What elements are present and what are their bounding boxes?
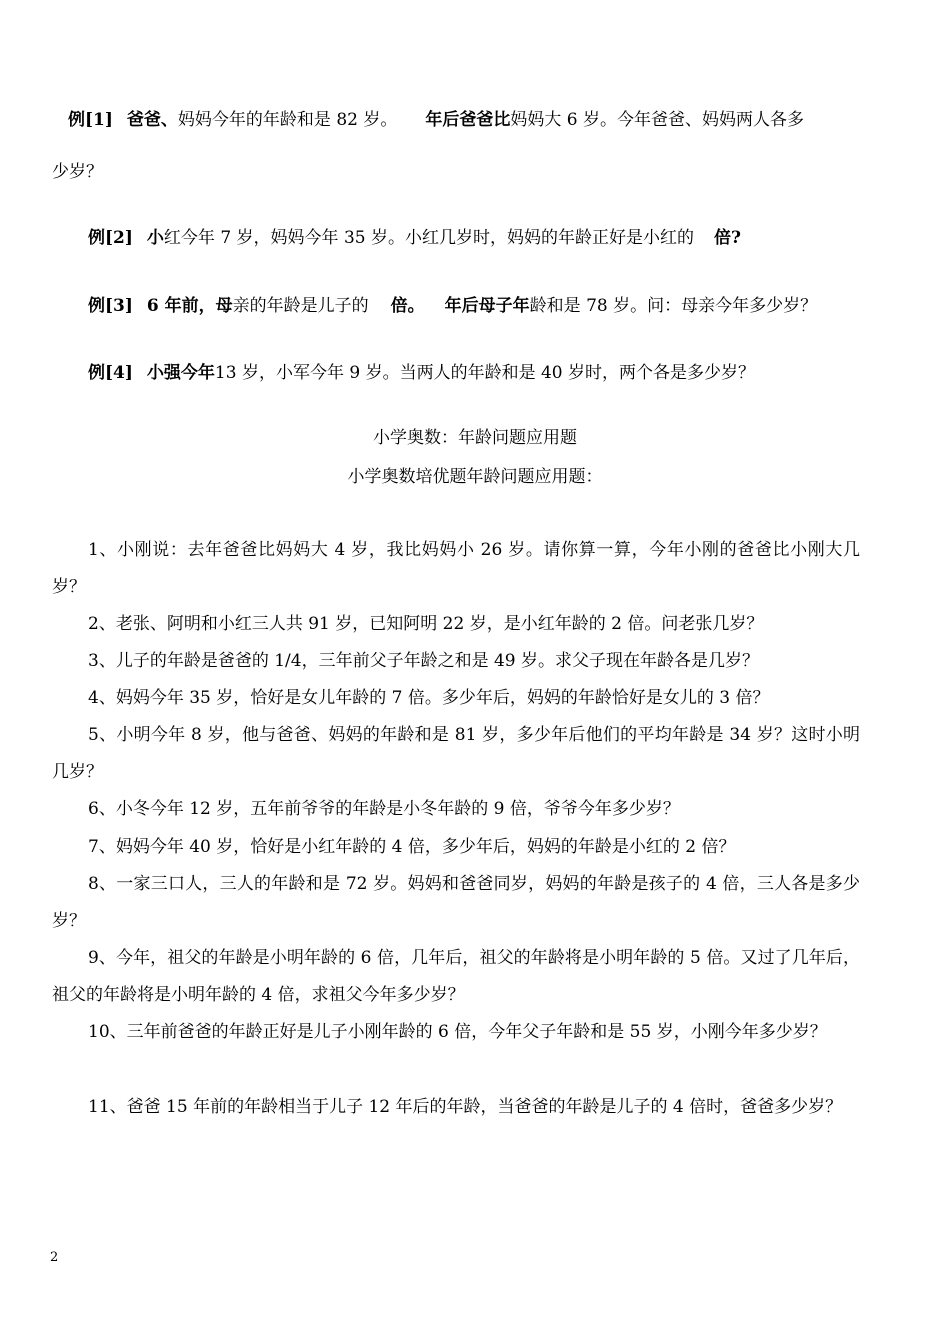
example-1-part-4: 妈妈大 6 岁。今年爸爸、妈妈两人各多 — [510, 110, 804, 130]
problem-11: 11、爸爸 15 年前的年龄相当于儿子 12 年后的年龄，当爸爸的年龄是儿子的 4 倍时，爸爸多少岁？ — [88, 1097, 843, 1117]
example-3-label: 例[3] — [88, 296, 133, 316]
example-2 — [88, 226, 741, 250]
problem-10: 10、三年前爸爸的年龄正好是儿子小刚年龄的 6 倍，今年父子年龄和是 55 岁，小刚今年多少岁？ — [88, 1022, 827, 1042]
page-number: 2 — [50, 1250, 59, 1265]
problem-8: 8、一家三口人，三人的年龄和是 72 岁。妈妈和爸爸同岁，妈妈的年龄是孩子的 4 倍，三人各是多少岁？ — [52, 874, 860, 931]
example-1-part-2: 妈妈今年的年龄和是 82 岁。 — [177, 110, 398, 130]
problem-3: 3、儿子的年龄是爸爸的 1/4，三年前父子年龄之和是 49 岁。求父子现在年龄各是几岁？ — [88, 651, 760, 671]
example-1-label: 例[1] — [68, 110, 113, 130]
example-1 — [68, 108, 804, 132]
example-3 — [88, 294, 817, 318]
example-4-part-1: 小强今年 — [146, 363, 215, 383]
example-2-part-3: 倍? — [713, 228, 741, 248]
example-2-part-2: 红今年 7 岁，妈妈今年 35 岁。小红几岁时，妈妈的年龄正好是小红的 — [163, 228, 694, 248]
example-1-continuation: 少岁？ — [52, 162, 103, 182]
example-2-label: 例[2] — [88, 228, 133, 248]
example-3-part-5: 龄和是 78 岁。问：母亲今年多少岁？ — [529, 296, 818, 316]
example-3-part-4: 年后母子年 — [444, 296, 530, 316]
example-2-part-1: 小 — [146, 228, 164, 248]
example-4-part-2: 13 岁，小军今年 9 岁。当两人的年龄和是 40 岁时，两个各是多少岁？ — [214, 363, 756, 383]
problem-4: 4、妈妈今年 35 岁，恰好是女儿年龄的 7 倍。多少年后，妈妈的年龄恰好是女儿的 3 倍？ — [88, 688, 770, 708]
problem-1: 1、小刚说：去年爸爸比妈妈大 4 岁，我比妈妈小 26 岁。请你算一算，今年小刚的爸爸比小刚大几岁？ — [52, 540, 860, 597]
problem-7: 7、妈妈今年 40 岁，恰好是小红年龄的 4 倍，多少年后，妈妈的年龄是小红的 2 倍？ — [88, 837, 736, 857]
problem-2: 2、老张、阿明和小红三人共 91 岁，已知阿明 22 岁，是小红年龄的 2 倍。问老张几岁？ — [88, 614, 764, 634]
example-3-part-1: 6 年前，母 — [146, 296, 233, 316]
section-subtitle: 小学奥数培优题年龄问题应用题： — [347, 467, 603, 487]
problem-6: 6、小冬今年 12 岁，五年前爷爷的年龄是小冬年龄的 9 倍，爷爷今年多少岁？ — [88, 799, 680, 819]
example-3-part-2: 亲的年龄是儿子的 — [232, 296, 369, 316]
example-1-part-3: 年后爸爸比 — [425, 110, 511, 130]
example-4-label: 例[4] — [88, 363, 133, 383]
problem-9: 9、今年，祖父的年龄是小明年龄的 6 倍，几年后，祖父的年龄将是小明年龄的 5 倍。又过了几年后，祖父的年龄将是小明年龄的 4 倍，求祖父今年多少岁？ — [52, 948, 860, 1005]
example-1-part-1: 爸爸、 — [126, 110, 178, 130]
example-4 — [88, 361, 755, 385]
section-title: 小学奥数：年龄问题应用题 — [373, 428, 577, 448]
problem-5: 5、小明今年 8 岁，他与爸爸、妈妈的年龄和是 81 岁，多少年后他们的平均年龄是 34 岁？这时小明几岁？ — [52, 725, 860, 782]
example-3-part-3: 倍。 — [390, 296, 425, 316]
